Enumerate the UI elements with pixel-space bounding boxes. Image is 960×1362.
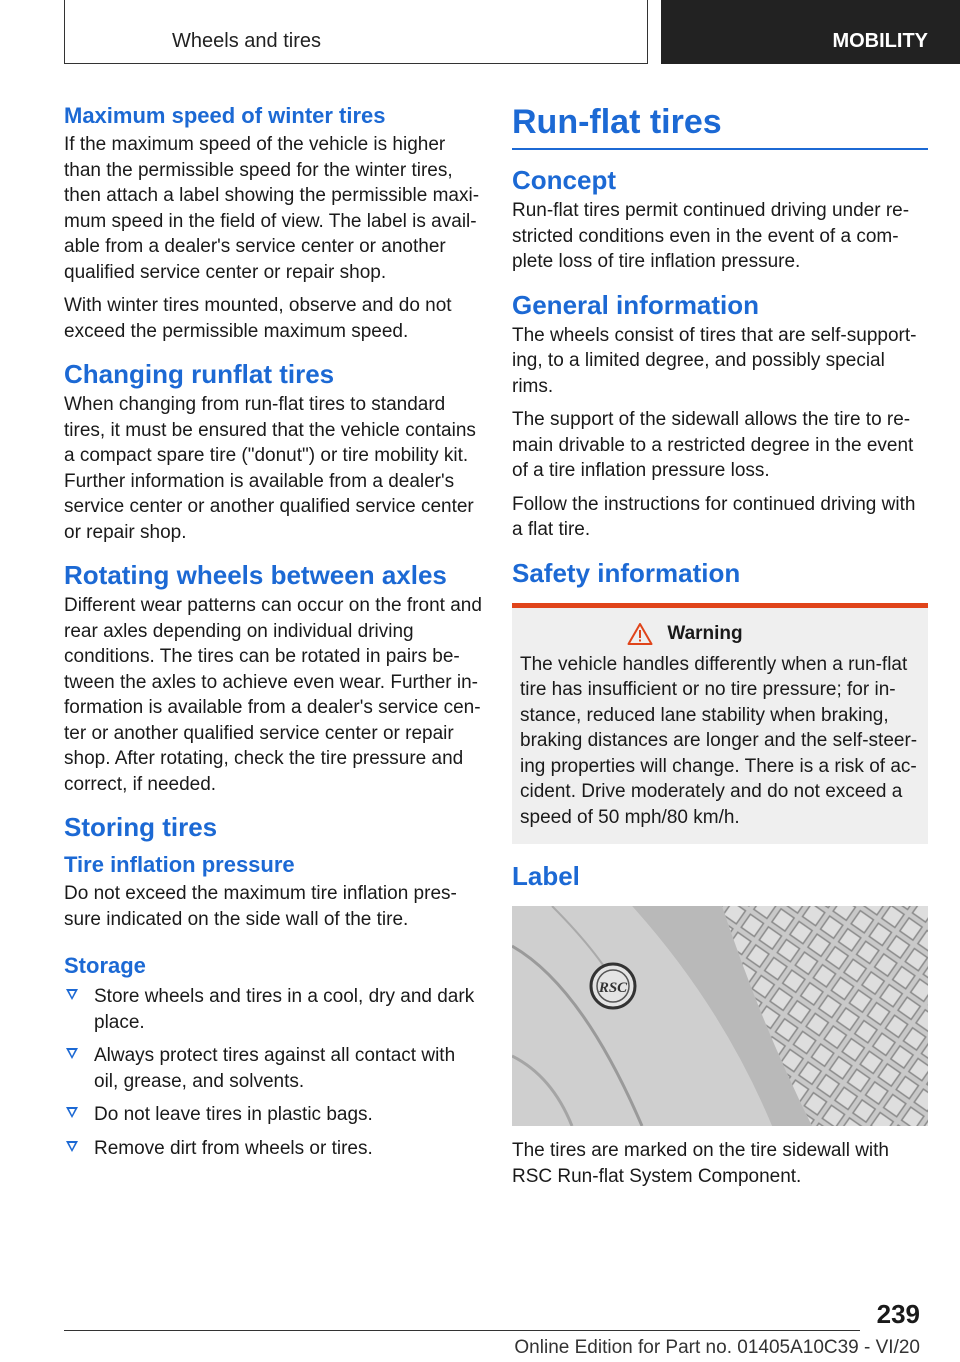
header-section-tab <box>64 0 648 64</box>
triangle-bullet-icon <box>66 1048 78 1059</box>
header-chapter-title: MOBILITY <box>832 30 928 52</box>
heading-general-information: General information <box>512 289 760 320</box>
paragraph-general-1: The wheels consist of tires that are self-support‐ing, to a limited degree, and possibly special rims. <box>512 324 917 397</box>
heading-concept: Concept <box>512 165 616 195</box>
edition-text: Online Edition for Part no. 01405A10C39 - VI/20 <box>514 1337 920 1358</box>
paragraph-rotating-wheels: Different wear patterns can occur on the front and rear axles depending on individual driving conditions. The tires can be rotated in pairs be‐tween the axles to achieve even wear. Further in‐formation is available from a dealer's service cen‐ter or another qualified service center or repair shop. After rotating, check the tire pressure and correct, if needed. <box>64 595 482 795</box>
tire-sidewall-image <box>512 906 928 1126</box>
header-chapter-tab <box>661 0 960 64</box>
heading-run-flat-tires: Run-flat tires <box>512 100 928 150</box>
paragraph-label: The tires are marked on the tire sidewall with RSC Run-flat System Component. <box>512 1140 889 1187</box>
paragraph-max-speed-2: With winter tires mounted, observe and do not exceed the permissible maximum speed. <box>64 295 452 342</box>
heading-tire-inflation: Tire inflation pressure <box>64 852 295 877</box>
warning-box <box>512 603 928 845</box>
footer-divider <box>64 1330 860 1331</box>
storage-list-item: Store wheels and tires in a cool, dry and dark place. <box>64 984 482 1035</box>
storage-list-item: Remove dirt from wheels or tires. <box>64 1136 482 1162</box>
warning-text: The vehicle handles differently when a run-flat tire has insufficient or no tire pressure; for in‐stance, reduced lane stability when braking, braking distances are longer and the self-steer‐ing properties will change. There is a risk of ac‐cident. Drive moderately and do not exceed a speed of 50 mph/80 km/h. <box>520 653 918 828</box>
triangle-bullet-icon <box>66 1107 78 1118</box>
paragraph-concept: Run-flat tires permit continued driving under re‐stricted conditions even in the event of a com‐plete loss of tire inflation pressure. <box>512 200 910 272</box>
heading-safety-information: Safety information <box>512 557 741 588</box>
left-column <box>64 100 482 1169</box>
storage-list <box>64 984 482 1161</box>
heading-label: Label <box>512 861 580 891</box>
warning-title: Warning <box>667 622 743 644</box>
warning-header <box>520 622 920 646</box>
storage-list-item: Do not leave tires in plastic bags. <box>64 1102 482 1128</box>
page-number: 239 <box>876 1299 920 1329</box>
heading-changing-runflat: Changing runflat tires <box>64 359 335 389</box>
heading-storage: Storage <box>64 953 146 978</box>
heading-storing-tires: Storing tires <box>64 812 218 842</box>
paragraph-max-speed-1: If the maximum speed of the vehicle is higher than the permissible speed for the winter tires, then attach a label showing the permissible maxi‐mum speed in the field of view. The label is avail‐able from a dealer's service center or another qualified service center or repair shop. <box>64 134 480 283</box>
paragraph-changing-runflat: When changing from run-flat tires to standard tires, it must be ensured that the vehicle contains a compact spare tire ("donut") or tire mobility kit. Further information is available from a dealer's service center or another qualified service center or repair shop. <box>64 394 476 543</box>
right-column <box>512 100 928 1197</box>
storage-list-item: Always protect tires against all contact with oil, grease, and solvents. <box>64 1043 482 1094</box>
triangle-bullet-icon <box>66 989 78 1000</box>
header-section-title: Wheels and tires <box>172 30 321 52</box>
paragraph-general-3: Follow the instructions for continued driving with a flat tire. <box>512 493 916 540</box>
heading-rotating-wheels: Rotating wheels between axles <box>64 560 447 590</box>
rsc-logo-text: RSC <box>598 980 628 996</box>
warning-triangle-icon <box>627 622 653 646</box>
paragraph-tire-inflation: Do not exceed the maximum tire inflation pres‐sure indicated on the side wall of the tire. <box>64 883 457 930</box>
paragraph-general-2: The support of the sidewall allows the tire to re‐main drivable to a restricted degree in the event of a tire inflation pressure loss. <box>512 409 914 481</box>
triangle-bullet-icon <box>66 1141 78 1152</box>
heading-max-speed: Maximum speed of winter tires <box>64 103 386 128</box>
